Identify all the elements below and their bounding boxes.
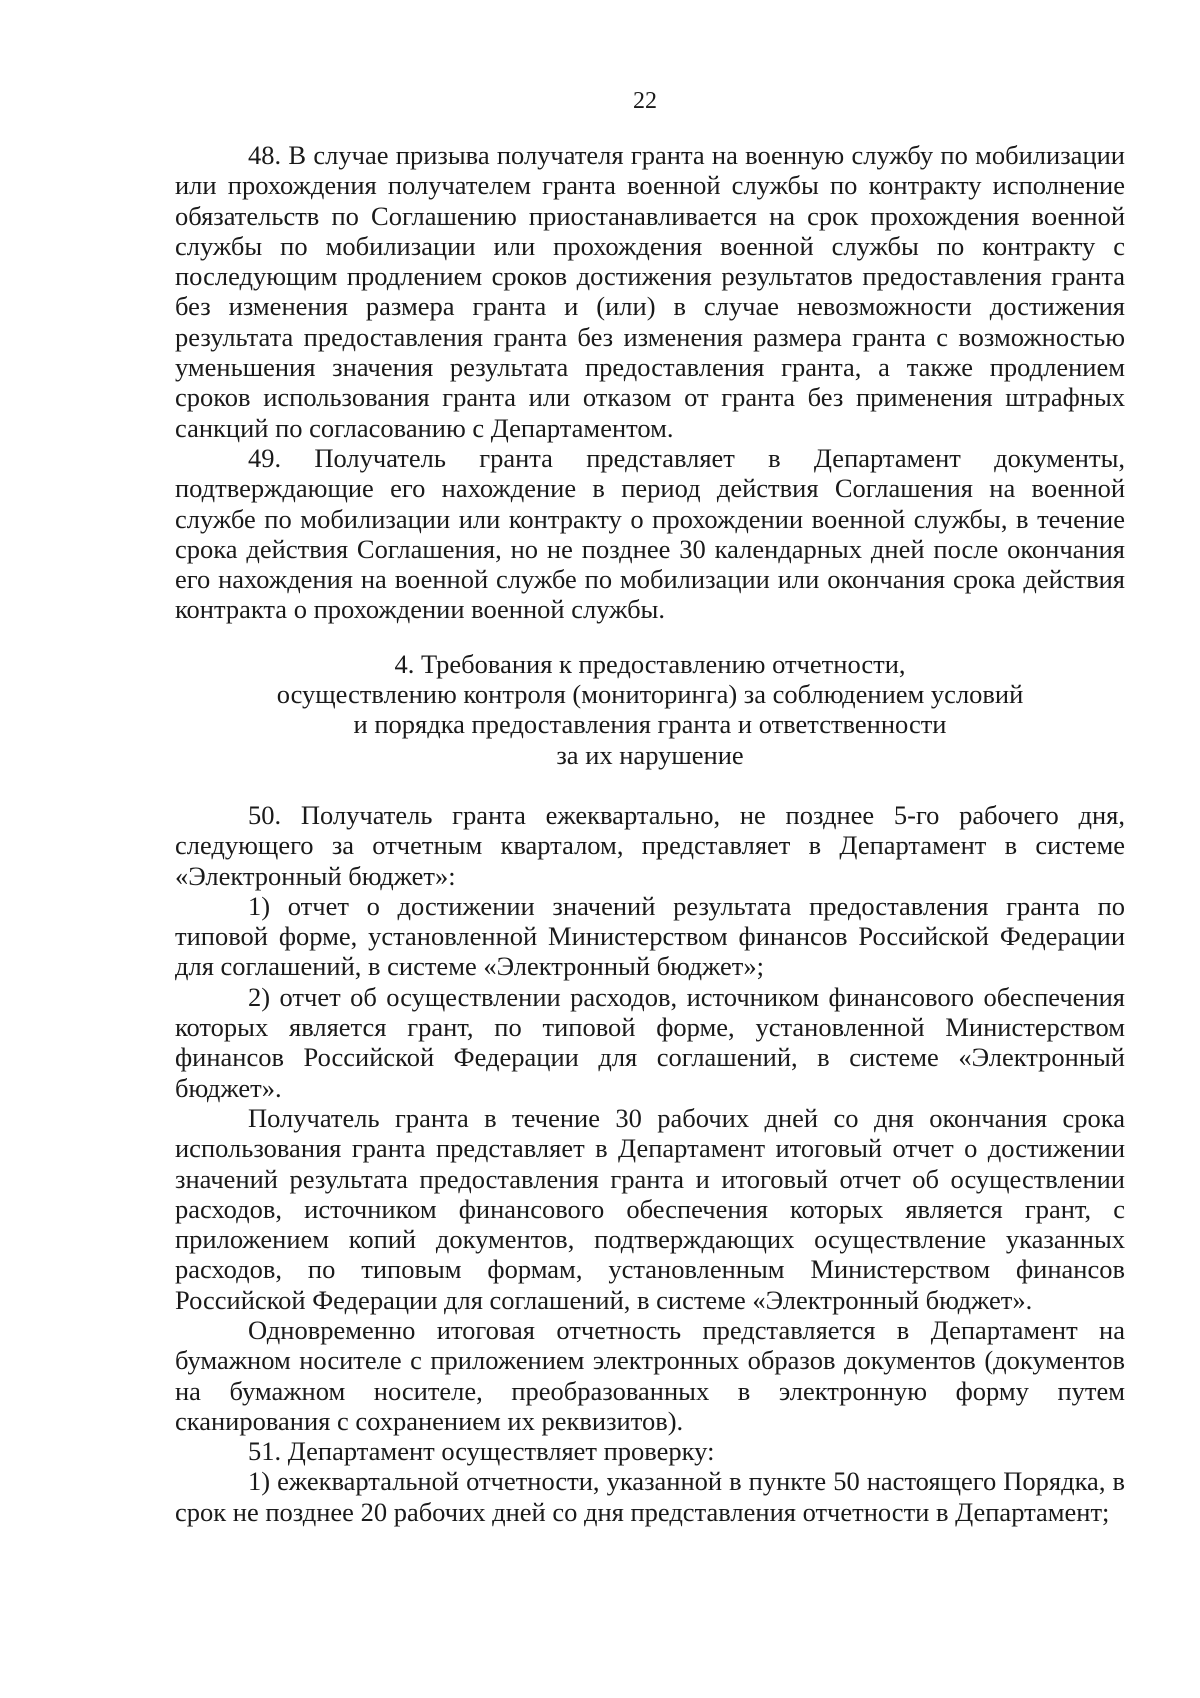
- paragraph-51-item-1: 1) ежеквартальной отчетности, указанной в пункте 50 настоящего Порядка, в срок не позднее 20 рабочих дней со дня представления отчетности в Департамент;: [175, 1466, 1125, 1527]
- paragraph-48: 48. В случае призыва получателя гранта на военную службу по мобилизации или прохождения получателем гранта военной службы по контракту исполнение обязательств по Соглашению приостанавливается на срок прохождения военной службы по мобилизации или прохождения военной службы по контракту с последующим продлением сроков достижения результатов предоставления гранта без изменения размера гранта и (или) в случае невозможности достижения результата предоставления гранта без изменения размера гранта с возможностью уменьшения значения результата предоставления гранта, а также продлением сроков использования гранта или отказом от гранта без применения штрафных санкций по согласованию с Департаментом.: [175, 140, 1125, 443]
- paragraph-51: 51. Департамент осуществляет проверку:: [248, 1436, 715, 1467]
- paragraph-50-item-2: 2) отчет об осуществлении расходов, источником финансового обеспечения которых является грант, по типовой форме, установленной Министерством финансов Российской Федерации для соглашений, в системе «Электронный бюджет».: [175, 981, 1125, 1103]
- section-heading-line: осуществлению контроля (мониторинга) за соблюдением условий: [276, 679, 1024, 710]
- paragraph-50-item-1: 1) отчет о достижении значений результата предоставления гранта по типовой форме, установленной Министерством финансов Российской Федерации для соглашений, в системе «Электронный бюджет»;: [175, 890, 1125, 982]
- section-heading-line: за их нарушение: [556, 739, 744, 770]
- section-heading-line: и порядка предоставления гранта и ответственности: [353, 709, 947, 740]
- paragraph-50-final-report: Получатель гранта в течение 30 рабочих дней со дня окончания срока использования гранта представляет в Департамент итоговый отчет о достижении значений результата предоставления гранта и итоговый отчет об осуществлении расходов, источником финансового обеспечения которых является грант, с приложением копий документов, подтверждающих осуществление указанных расходов, по типовым формам, установленным Министерством финансов Российской Федерации для соглашений, в системе «Электронный бюджет».: [175, 1102, 1125, 1315]
- section-heading: [175, 649, 1125, 770]
- document-body: [175, 140, 1125, 1527]
- paragraph-49: 49. Получатель гранта представляет в Департамент документы, подтверждающие его нахождение в период действия Соглашения на военной службе по мобилизации или контракту о прохождении военной службы, в течение срока действия Соглашения, но не позднее 30 календарных дней после окончания его нахождения на военной службе по мобилизации или окончания срока действия контракта о прохождении военной службы.: [175, 442, 1125, 625]
- page-number: 22: [633, 88, 657, 114]
- section-heading-line: 4. Требования к предоставлению отчетности,: [394, 648, 906, 679]
- paragraph-50: 50. Получатель гранта ежеквартально, не позднее 5-го рабочего дня, следующего за отчетным кварталом, представляет в Департамент в системе «Электронный бюджет»:: [175, 799, 1125, 891]
- paragraph-50-paper-report: Одновременно итоговая отчетность представляется в Департамент на бумажном носителе с приложением электронных образов документов (документов на бумажном носителе, преобразованных в электронную форму путем сканирования с сохранением их реквизитов).: [175, 1314, 1125, 1436]
